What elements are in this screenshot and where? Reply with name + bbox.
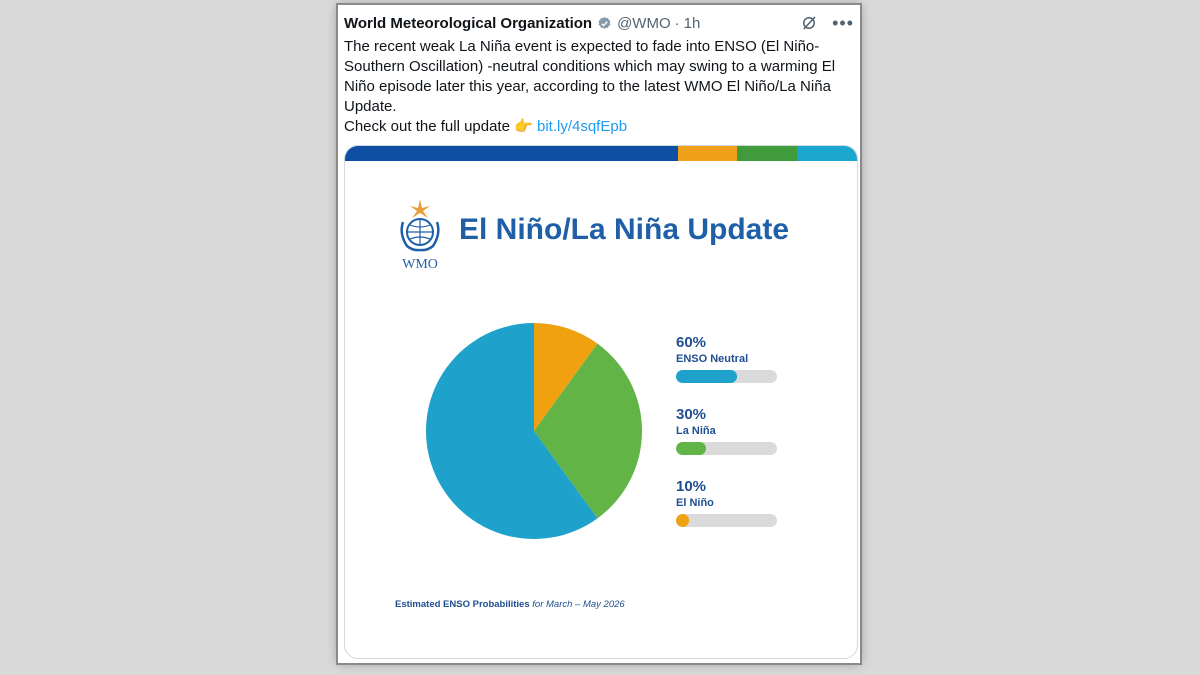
author-name[interactable]: World Meteorological Organization [344,14,593,32]
tweet-card[interactable] [338,5,860,663]
card-title: El Niño/La Niña Update [459,213,790,246]
grok-icon[interactable] [800,14,818,32]
legend-el-nino [676,478,786,527]
legend-percent: 60% [676,334,707,351]
separator-dot: · [674,14,680,32]
legend-la-nina [676,406,786,455]
stripe-green [737,146,797,161]
footnote-italic: for March – May 2026 [532,599,625,610]
stripe-blue [345,146,678,161]
legend-bar-track [676,514,777,527]
more-icon[interactable]: ••• [832,13,854,33]
footnote-bold: Estimated ENSO Probabilities [395,599,530,610]
tweet-text-line: Southern Oscillation) -neutral conditions which may swing to a warming El [344,58,836,75]
legend-bar-fill [676,442,706,455]
cta-text: Check out the full update [344,118,510,135]
enso-pie-chart [425,322,643,540]
wmo-emblem-icon [395,196,445,254]
legend-label: ENSO Neutral [676,353,749,365]
legend-label: La Niña [676,425,716,437]
author-handle[interactable]: @WMO [617,14,671,32]
header-actions [800,14,854,32]
tweet-media-image[interactable] [344,145,858,659]
wmo-logo-text: WMO [402,257,438,272]
stripe-orange [678,146,737,161]
legend-bar-track [676,370,777,383]
tweet-header [344,13,854,33]
legend-label: El Niño [676,497,714,509]
tweet-text-line: Update. [344,98,397,115]
update-link[interactable]: bit.ly/4sqfEpb [536,118,628,135]
legend-enso-neutral [676,334,786,383]
stripe-cyan [797,146,857,161]
legend-bar-track [676,442,777,455]
legend-bar-fill [676,514,689,527]
legend-bar-fill [676,370,737,383]
chart-footnote [395,599,625,610]
tweet-cta-line [344,117,849,137]
tweet-text [344,37,849,137]
post-time[interactable]: 1h [683,14,701,32]
verified-badge-icon [597,16,612,31]
legend-percent: 30% [676,406,707,423]
pointing-hand-emoji: 👉 [514,118,533,135]
tweet-text-line: The recent weak La Niña event is expected to fade into ENSO (El Niño- [344,38,820,55]
tweet-text-line: Niño episode later this year, according to the latest WMO El Niño/La Niña [344,78,831,95]
wmo-logo [395,196,445,272]
legend-percent: 10% [676,478,707,495]
